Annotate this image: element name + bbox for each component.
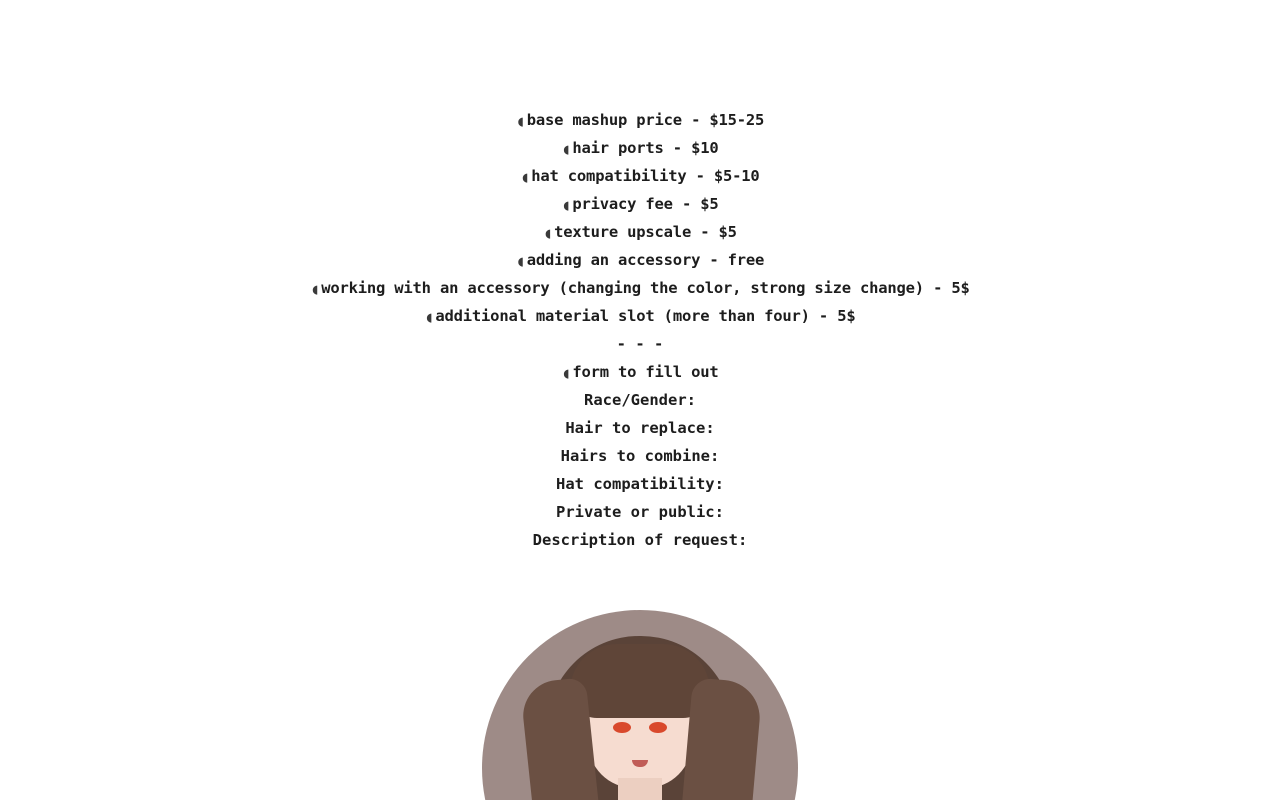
bullet-icon: ◖ (561, 196, 571, 214)
bullet-icon: ◖ (515, 252, 525, 270)
bullet-icon: ◖ (424, 308, 434, 326)
bullet-icon: ◖ (515, 112, 525, 130)
avatar-container (0, 610, 1280, 800)
price-list-item-label: texture upscale - $5 (554, 223, 737, 241)
price-list-item (0, 246, 1280, 274)
price-list-item-label: hair ports - $10 (572, 139, 719, 157)
price-list-item (0, 106, 1280, 134)
price-list-item (0, 302, 1280, 330)
price-list-item-label: additional material slot (more than four) - 5$ (435, 307, 856, 325)
neck-shape (618, 778, 662, 800)
price-list-item (0, 274, 1280, 302)
bullet-icon: ◖ (543, 224, 553, 242)
price-list-item (0, 134, 1280, 162)
price-list-item-label: base mashup price - $15-25 (526, 111, 765, 129)
bullet-icon: ◖ (310, 280, 320, 298)
section-separator: - - - (616, 335, 664, 353)
avatar (482, 610, 798, 800)
form-heading-label: form to fill out (572, 363, 719, 381)
form-field-label: Description of request: (532, 531, 748, 549)
price-list-item (0, 218, 1280, 246)
price-list-item (0, 162, 1280, 190)
price-list-item (0, 190, 1280, 218)
hair-fringe-shape (570, 644, 710, 718)
bullet-icon: ◖ (561, 140, 571, 158)
form-field-label: Hair to replace: (565, 419, 715, 437)
price-list-item-label: hat compatibility - $5-10 (531, 167, 760, 185)
price-list-item-label: adding an accessory - free (526, 251, 765, 269)
form-field-label: Hat compatibility: (556, 475, 724, 493)
eye-left-shape (613, 722, 631, 733)
price-list-item-label: working with an accessory (changing the color, strong size change) - 5$ (321, 279, 970, 297)
form-field-label: Race/Gender: (584, 391, 696, 409)
bullet-icon: ◖ (561, 364, 571, 382)
form-field-label: Private or public: (556, 503, 724, 521)
bullet-icon: ◖ (520, 168, 530, 186)
eye-right-shape (649, 722, 667, 733)
form-field-label: Hairs to combine: (560, 447, 720, 465)
price-list-item-label: privacy fee - $5 (572, 195, 719, 213)
form-heading (0, 358, 1280, 386)
